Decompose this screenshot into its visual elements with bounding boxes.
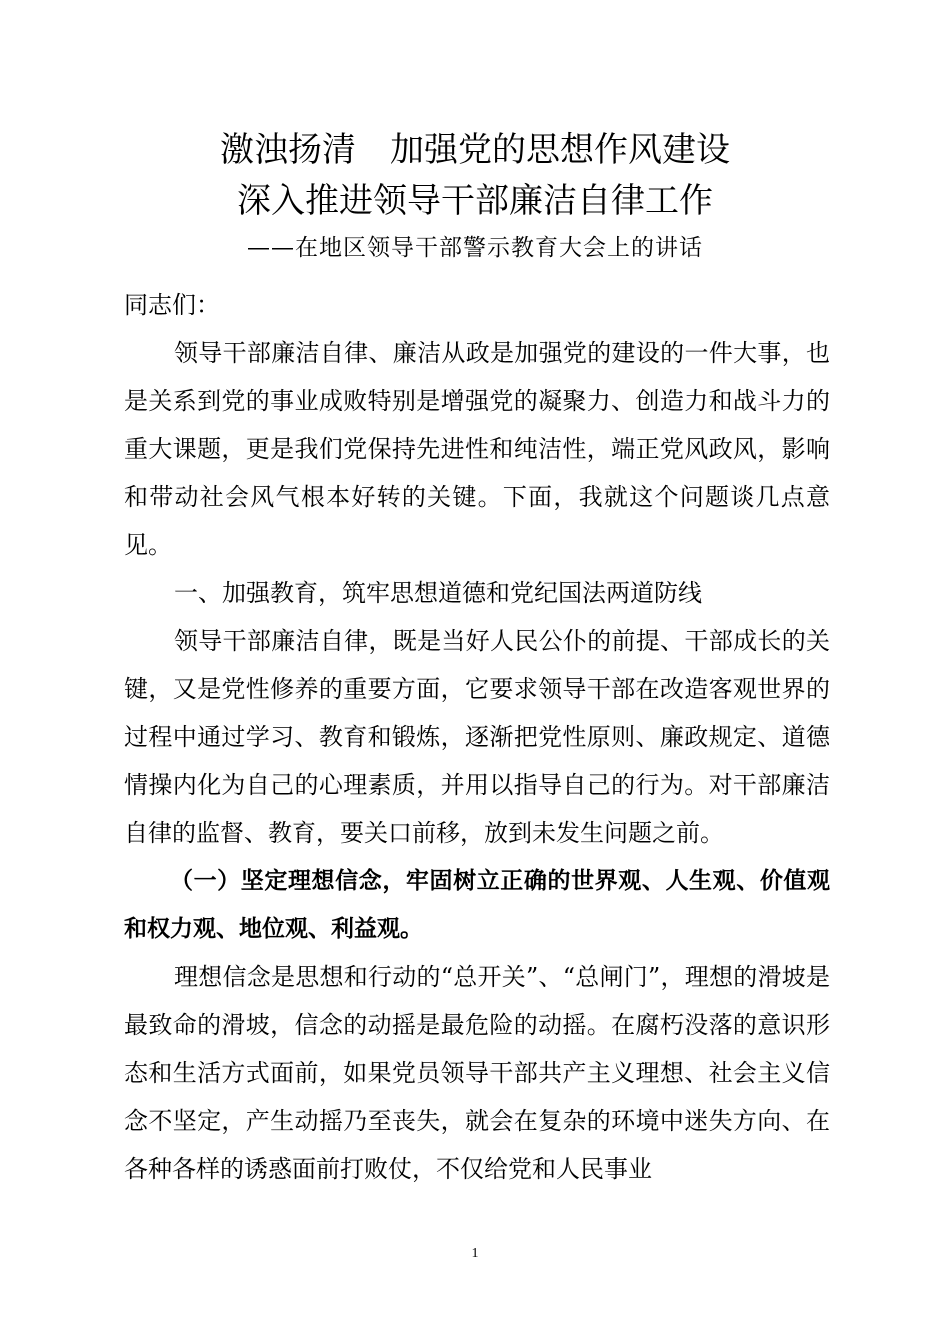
paragraph-intro: 领导干部廉洁自律、廉洁从政是加强党的建设的一件大事，也是关系到党的事业成败特别是增强党的凝聚力、创造力和战斗力的重大课题，更是我们党保持先进性和纯洁性，端正党风政风，影响和带动社会风气根本好转的关键。下面，我就这个问题谈几点意见。 bbox=[124, 339, 830, 559]
subsection-heading-1: （一）坚定理想信念，牢固树立正确的世界观、人生观、价值观和权力观、地位观、利益观。 bbox=[124, 868, 830, 942]
paragraph-subsection-1: 理想信念是思想和行动的“总开关”、“总闸门”，理想的滑坡是最致命的滑坡，信念的动摇是最危险的动摇。在腐朽没落的意识形态和生活方式面前，如果党员领导干部共产主义理想、社会主义信念不坚定，产生动摇乃至丧失，就会在复杂的环境中迷失方向、在各种各样的诱惑面前打败仗，不仅给党和人民事业 bbox=[124, 963, 830, 1183]
section-heading-1: 一、加强教育，筑牢思想道德和党纪国法两道防线 bbox=[174, 579, 702, 607]
salutation: 同志们： bbox=[124, 291, 220, 319]
page-number: 1 bbox=[471, 1246, 479, 1261]
paragraph-section-1: 领导干部廉洁自律，既是当好人民公仆的前提、干部成长的关键，又是党性修养的重要方面，它要求领导干部在改造客观世界的过程中通过学习、教育和锻炼，逐渐把党性原则、廉政规定、道德情操内化为自己的心理素质，并用以指导自己的行为。对干部廉洁自律的监督、教育，要关口前移，放到未发生问题之前。 bbox=[124, 627, 830, 847]
document-subtitle: ——在地区领导干部警示教育大会上的讲话 bbox=[247, 235, 703, 261]
document-title-line-2: 深入推进领导干部廉洁自律工作 bbox=[237, 181, 713, 221]
document-body bbox=[124, 281, 830, 1193]
document-title-line-1: 激浊扬清 加强党的思想作风建设 bbox=[220, 130, 730, 170]
